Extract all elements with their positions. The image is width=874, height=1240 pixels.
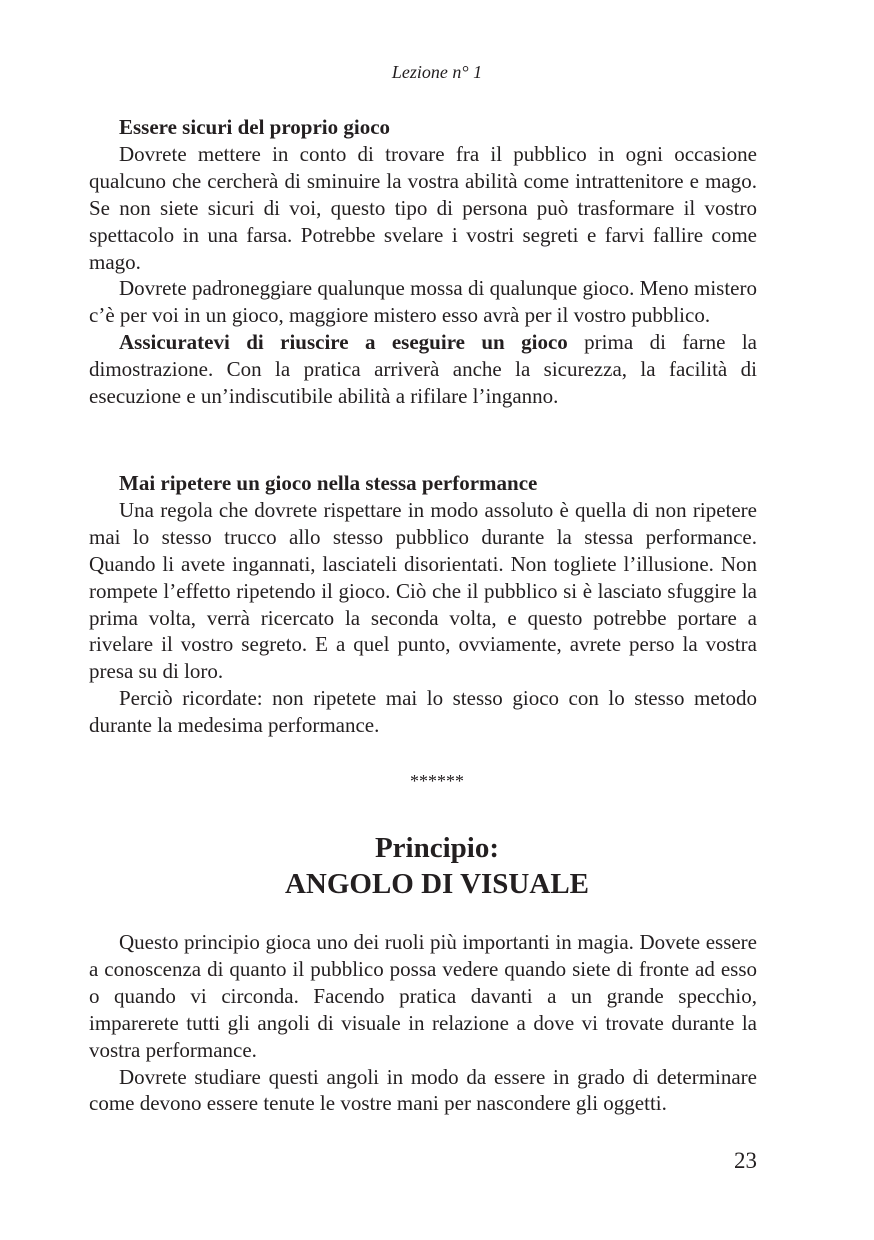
section-separator: ****** — [410, 771, 464, 791]
paragraph: Una regola che dovrete rispettare in modo assoluto è quella di non ripetere mai lo stesso trucco allo stesso pubblico durante la stessa performance. Quando li avete ingannati, lasciateli disorientati. Non togliete l’illusione. Non rompete l’effetto ripetendo il gioco. Ciò che il pubblico si è lasciato sfuggire la prima volta, verrà ricercato la seconda volta, e questo potrebbe portare a rivelare il vostro segreto. E a quel punto, ovviamente, avrete perso la vostra presa su di loro. — [89, 497, 757, 684]
paragraph: Perciò ricordate: non ripetete mai lo stesso gioco con lo stesso metodo durante la medesima performance. — [89, 686, 757, 738]
chapter-title-line1: Principio: — [374, 832, 500, 864]
running-head: Lezione n° 1 — [391, 62, 483, 82]
page-number: 23 — [734, 1148, 757, 1173]
section-heading: Essere sicuri del proprio gioco — [119, 115, 391, 139]
paragraph-text: prima di farne la dimostrazione. Con la pratica arriverà anche la sicurezza, la facilità di esecuzione e un’indiscutibile abilità a rifilare l’inganno. — [89, 330, 757, 409]
paragraph: Dovrete padroneggiare qualunque mossa di qualunque gioco. Meno mistero c’è per voi in un gioco, maggiore mistero esso avrà per il vostro pubblico. — [89, 276, 757, 328]
paragraph: Questo principio gioca uno dei ruoli più importanti in magia. Dovete essere a conoscenza di quanto il pubblico possa vedere quando siete di fronte ad esso o quando vi circonda. Facendo pratica davanti a un grande specchio, imparerete tutti gli angoli di visuale in relazione a dove vi trovate durante la vostra performance. — [89, 930, 757, 1062]
section-heading: Mai ripetere un gioco nella stessa performance — [119, 471, 538, 495]
paragraph: Dovrete studiare questi angoli in modo da essere in grado di determinare come devono essere tenute le vostre mani per nascondere gli oggetti. — [89, 1064, 757, 1116]
section-mai-ripetere — [89, 470, 757, 739]
section-essere-sicuri — [89, 114, 757, 410]
section-angolo-di-visuale — [89, 929, 757, 1117]
chapter-title-line2: ANGOLO DI VISUALE — [284, 868, 590, 900]
paragraph: Dovrete mettere in conto di trovare fra il pubblico in ogni occasione qualcuno che cercherà di sminuire la vostra abilità come intrattenitore e mago. Se non siete sicuri di voi, questo tipo di persona può trasformare il vostro spettacolo in una farsa. Potrebbe svelare i vostri segreti e farvi fallire come mago. — [89, 141, 757, 274]
bold-phrase: Assicuratevi di riuscire a eseguire un gioco — [119, 330, 568, 355]
chapter-title — [0, 830, 874, 902]
paragraph — [89, 329, 757, 410]
